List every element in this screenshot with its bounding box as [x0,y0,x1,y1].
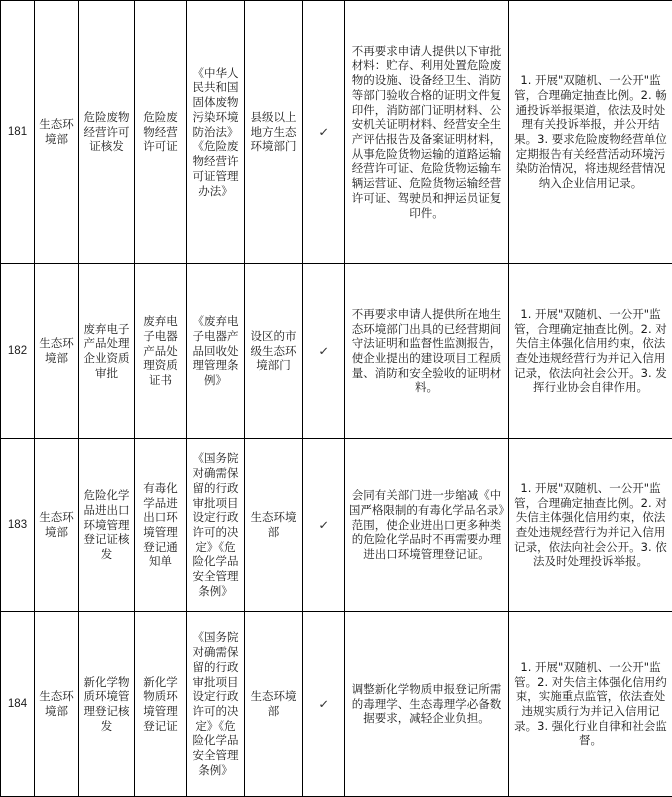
table-row [1,264,672,439]
row-cancelled-materials: 不再要求申请人提供以下审批材料：贮存、利用处置危险废物的设施、设备经卫生、消防等部门验收合格的证明文件复印件，消防部门证明材料、公安机关证明材料、经营安全生产评估报告及备案证明材料，从事危险货物运输的道路运输经营许可证、危险货物运输车辆运营证、危险货物运输经营许可证、驾驶员和押运员证复印件。 [345,1,509,264]
row-cancelled-materials: 会同有关部门进一步缩减《中国严格限制的有毒化学品名录》范围，使企业进出口更多种类的危险化学品时不再需要办理进出口环境管理登记证。 [345,439,509,612]
row-post-cancel-measures: 1. 开展"双随机、一公开"监管，合理确定抽查比例。2. 对失信主体强化信用约束，依法查处违规经营行为并记入信用记录，依法向社会公开。3. 发挥行业协会自律作用。 [509,264,672,439]
check-icon: ✓ [318,344,329,359]
row-legal-basis: 《废弃电子电器产品回收处理管理条例》 [187,264,245,439]
row-department: 生态环境部 [35,612,79,797]
row-cancelled-materials: 调整新化学物质申报登记所需的毒理学、生态毒理学必备数据要求，减轻企业负担。 [345,612,509,797]
check-icon: ✓ [318,697,329,712]
row-legal-basis: 《国务院对确需保留的行政审批项目设定行政许可的决定》《危险化学品安全管理条例》 [187,439,245,612]
row-check-mark [303,264,345,439]
check-icon: ✓ [318,125,329,140]
row-check-mark [303,439,345,612]
table-row [1,1,672,264]
row-legal-basis: 《中华人民共和国固体废物污染环境防治法》《危险废物经营许可证管理办法》 [187,1,245,264]
row-legal-basis: 《国务院对确需保留的行政审批项目设定行政许可的决定》《危险化学品安全管理条例》 [187,612,245,797]
row-department: 生态环境部 [35,439,79,612]
row-number: 182 [1,264,35,439]
row-post-cancel-measures: 1. 开展"双随机、一公开"监管。2. 对失信主体强化信用约束，实施重点监管，依法查处违规实质行为并记入信用记录。3. 强化行业自律和社会监督。 [509,612,672,797]
row-post-cancel-measures: 1. 开展"双随机、一公开"监管，合理确定抽查比例。2. 畅通投诉举报渠道，依法及时处理有关投诉举报，并公开结果。3. 要求危险废物经营单位定期报告有关经营活动环境污染防治情况，将违规经营情况纳入企业信用记录。 [509,1,672,264]
row-department: 生态环境部 [35,264,79,439]
row-implementing-organ: 设区的市级生态环境部门 [245,264,303,439]
row-post-cancel-measures: 1. 开展"双随机、一公开"监管，合理确定抽查比例。2. 对失信主体强化信用约束，依法查处违规经营行为并记入信用记录，依法向社会公开。3. 依法及时处理投诉举报。 [509,439,672,612]
table-row [1,439,672,612]
row-cancelled-materials: 不再要求申请人提供所在地生态环境部门出具的已经营期间守法证明和监督性监测报告，使企业提出的建设项目工程质量、消防和安全验收的证明材料。 [345,264,509,439]
row-item-name: 新化学物质环境管理登记核发 [79,612,135,797]
row-check-mark [303,1,345,264]
row-certificate-name: 危险废物经营许可证 [135,1,187,264]
row-item-name: 危险化学品进出口环境管理登记证核发 [79,439,135,612]
table-row [1,612,672,797]
row-implementing-organ: 县级以上地方生态环境部门 [245,1,303,264]
row-number: 183 [1,439,35,612]
row-department: 生态环境部 [35,1,79,264]
row-item-name: 危险废物经营许可证核发 [79,1,135,264]
check-icon: ✓ [318,518,329,533]
row-certificate-name: 有毒化学品进出口环境管理登记通知单 [135,439,187,612]
row-number: 181 [1,1,35,264]
row-implementing-organ: 生态环境部 [245,612,303,797]
row-certificate-name: 新化学物质环境管理登记证 [135,612,187,797]
row-certificate-name: 废弃电子电器产品处理资质证书 [135,264,187,439]
row-item-name: 废弃电子产品处理企业资质审批 [79,264,135,439]
row-implementing-organ: 生态环境部 [245,439,303,612]
row-check-mark [303,612,345,797]
row-number: 184 [1,612,35,797]
